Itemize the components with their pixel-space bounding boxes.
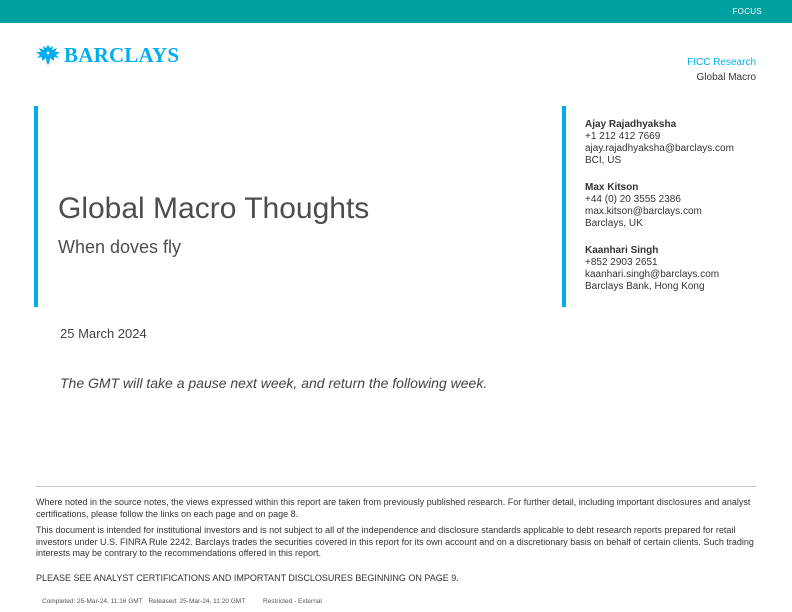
- report-title: Global Macro Thoughts: [58, 192, 370, 225]
- barclays-logo: [36, 44, 179, 66]
- classification-label: Restricted - External: [263, 598, 322, 605]
- report-date: 25 March 2024: [60, 326, 147, 341]
- analyst-contacts: [585, 119, 775, 308]
- analyst-card: [585, 119, 775, 167]
- top-banner: [0, 0, 792, 23]
- analyst-entity: Barclays Bank, Hong Kong: [585, 281, 705, 292]
- certification-notice: PLEASE SEE ANALYST CERTIFICATIONS AND IMPORTANT DISCLOSURES BEGINNING ON PAGE 9.: [36, 573, 459, 583]
- analyst-name: Ajay Rajadhyaksha: [585, 119, 677, 130]
- analyst-email[interactable]: kaanhari.singh@barclays.com: [585, 269, 720, 280]
- released-timestamp: Released: 25-Mar-24, 11:20 GMT: [148, 598, 246, 605]
- analyst-name: Max Kitson: [585, 182, 639, 193]
- analyst-name: Kaanhari Singh: [585, 245, 659, 256]
- document-footer: [42, 598, 326, 605]
- completed-timestamp: Completed: 25-Mar-24, 11:16 GMT: [42, 598, 143, 605]
- source-disclaimer: Where noted in the source notes, the views expressed within this report are taken from previously published research. For further detail, including important disclosures and analyst certifications, please follow the links on each page and on page 8.: [36, 497, 751, 519]
- analyst-phone: +44 (0) 20 3555 2386: [585, 194, 681, 205]
- eagle-icon: [36, 44, 60, 66]
- analyst-email[interactable]: ajay.rajadhyaksha@barclays.com: [585, 143, 734, 154]
- analyst-email[interactable]: max.kitson@barclays.com: [585, 206, 702, 217]
- analyst-card: [585, 182, 775, 230]
- institutional-disclaimer: This document is intended for institutional investors and is not subject to all of the independence and disclosure standards applicable to debt research reports prepared for retail investors under U.S. FINRA Rule 2242. Barclays trades the securities covered in this report for its own account and on a discretionary basis on behalf of certain clients. Such trading interests may be contrary to the recommendations offered in this report.: [36, 525, 754, 558]
- analyst-entity: BCI, US: [585, 155, 622, 166]
- right-accent-bar: [562, 106, 566, 307]
- analyst-phone: +852 2903 2651: [585, 257, 658, 268]
- report-note: The GMT will take a pause next week, and return the following week.: [60, 375, 488, 391]
- analyst-entity: Barclays, UK: [585, 218, 643, 229]
- analyst-card: [585, 245, 775, 293]
- left-accent-bar: [34, 106, 38, 307]
- section-label: Global Macro: [696, 72, 756, 83]
- report-subtitle: When doves fly: [58, 237, 182, 257]
- focus-label: FOCUS: [732, 7, 762, 16]
- footer-divider: [36, 486, 756, 487]
- department-label: FICC Research: [687, 57, 756, 68]
- analyst-phone: +1 212 412 7669: [585, 131, 661, 142]
- logo-wordmark: BARCLAYS: [64, 43, 180, 67]
- research-header: [687, 55, 756, 85]
